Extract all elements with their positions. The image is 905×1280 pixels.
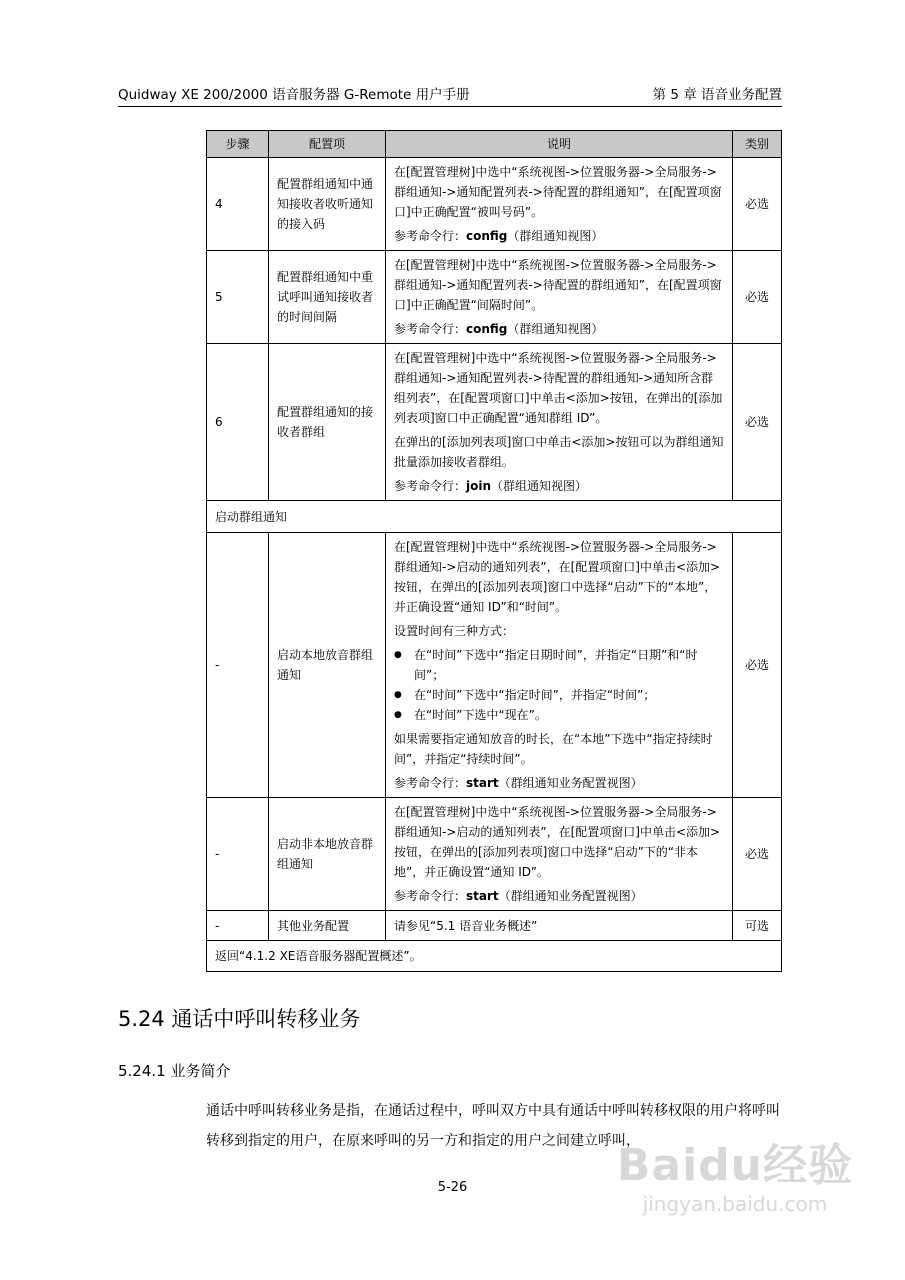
table-row — [207, 798, 782, 911]
col-header-description: 说明 — [386, 131, 733, 158]
step-cell: 5 — [207, 251, 269, 344]
section-heading: 5.24 通话中呼叫转移业务 — [118, 1007, 361, 1031]
list-item: ● 在“时间”下选中“现在”。 — [414, 705, 724, 725]
command-reference: 参考命令行：config（群组通知视图） — [394, 229, 604, 243]
watermark-logo: Baidu经验 — [616, 1140, 853, 1191]
category-cell: 必选 — [733, 251, 782, 344]
command-name: start — [466, 889, 499, 903]
description-cell — [386, 344, 733, 501]
description-cell — [386, 911, 733, 941]
table-row — [207, 251, 782, 344]
item-cell: 启动本地放音群组通知 — [269, 533, 386, 798]
command-reference: 参考命令行：start（群组通知业务配置视图） — [394, 776, 643, 790]
header-manual-title: Quidway XE 200/2000 语音服务器 G-Remote 用户手册 — [118, 87, 470, 103]
section-label: 启动群组通知 — [207, 501, 782, 533]
command-reference: 参考命令行：start（群组通知业务配置视图） — [394, 889, 643, 903]
list-item: ● 在“时间”下选中“指定时间”，并指定“时间”； — [414, 685, 724, 705]
item-cell: 配置群组通知中通知接收者收听通知的接入码 — [269, 158, 386, 251]
description-cell — [386, 798, 733, 911]
description-text: 设置时间有三种方式： — [394, 624, 515, 638]
item-cell: 配置群组通知中重试呼叫通知接收者的时间间隔 — [269, 251, 386, 344]
step-cell: 4 — [207, 158, 269, 251]
description-text: 在弹出的[添加列表项]窗口中单击<添加>按钮可以为群组通知批量添加接收者群组。 — [394, 435, 724, 469]
step-cell: - — [207, 911, 269, 941]
description-cell — [386, 158, 733, 251]
description-cell — [386, 251, 733, 344]
col-header-category: 类别 — [733, 131, 782, 158]
description-text: 请参见“5.1 语音业务概述” — [394, 918, 538, 933]
command-name: config — [466, 322, 508, 336]
category-cell: 必选 — [733, 798, 782, 911]
command-name: start — [466, 776, 499, 790]
item-cell: 其他业务配置 — [269, 911, 386, 941]
step-cell: 6 — [207, 344, 269, 501]
category-cell: 必选 — [733, 533, 782, 798]
command-name: join — [466, 479, 492, 493]
page-header — [118, 86, 782, 107]
description-cell — [386, 533, 733, 798]
list-item: ● 在“时间”下选中“指定日期时间”，并指定“日期”和“时间”； — [414, 645, 724, 685]
description-text: 在[配置管理树]中选中“系统视图->位置服务器->全局服务->群组通知->通知配置列表->待配置的群组通知”，在[配置项窗口]中正确配置“间隔时间”。 — [394, 258, 722, 312]
description-text: 在[配置管理树]中选中“系统视图->位置服务器->全局服务->群组通知->启动的通知列表”，在[配置项窗口]中单击<添加>按钮，在弹出的[添加列表项]窗口中选择“启动”下的“非本地”，并正确设置“通知 ID”。 — [394, 805, 721, 879]
time-options-list — [394, 645, 724, 725]
description-text: 在[配置管理树]中选中“系统视图->位置服务器->全局服务->群组通知->启动的通知列表”，在[配置项窗口]中单击<添加>按钮，在弹出的[添加列表项]窗口中选择“启动”下的“本地”，并正确设置“通知 ID”和“时间”。 — [394, 540, 721, 614]
category-cell: 必选 — [733, 158, 782, 251]
description-text: 在[配置管理树]中选中“系统视图->位置服务器->全局服务->群组通知->通知配置列表->待配置的群组通知->通知所含群组列表”，在[配置项窗口]中单击<添加>按钮，在弹出的[添加列表项]窗口中正确配置“通知群组 ID”。 — [394, 351, 723, 425]
return-link-note: 返回“4.1.2 XE语音服务器配置概述”。 — [207, 941, 782, 972]
col-header-step: 步骤 — [207, 131, 269, 158]
header-chapter-title: 第 5 章 语音业务配置 — [652, 87, 782, 103]
category-cell: 必选 — [733, 344, 782, 501]
baidu-watermark — [617, 1140, 853, 1216]
section-row — [207, 501, 782, 533]
category-cell: 可选 — [733, 911, 782, 941]
step-cell: - — [207, 798, 269, 911]
item-cell: 启动非本地放音群组通知 — [269, 798, 386, 911]
body-paragraph: 通话中呼叫转移业务是指，在通话过程中，呼叫双方中具有通话中呼叫转移权限的用户将呼叫转移到指定的用户，在原来呼叫的另一方和指定的用户之间建立呼叫， — [206, 1103, 780, 1149]
table-row — [207, 911, 782, 941]
table-row — [207, 158, 782, 251]
command-reference: 参考命令行：join（群组通知视图） — [394, 479, 588, 493]
watermark-url: jingyan.baidu.com — [642, 1192, 828, 1216]
footer-row — [207, 941, 782, 972]
page-number: 5-26 — [437, 1180, 468, 1195]
command-name: config — [466, 229, 508, 243]
step-cell: - — [207, 533, 269, 798]
description-text: 在[配置管理树]中选中“系统视图->位置服务器->全局服务->群组通知->通知配置列表->待配置的群组通知”，在[配置项窗口]中正确配置“被叫号码”。 — [394, 165, 722, 219]
col-header-item: 配置项 — [269, 131, 386, 158]
table-header-row — [207, 131, 782, 158]
table-row — [207, 344, 782, 501]
config-steps-table — [206, 130, 782, 972]
item-cell: 配置群组通知的接收者群组 — [269, 344, 386, 501]
table-row — [207, 533, 782, 798]
description-text: 如果需要指定通知放音的时长，在“本地”下选中“指定持续时间”，并指定“持续时间”。 — [394, 732, 713, 766]
command-reference: 参考命令行：config（群组通知视图） — [394, 322, 604, 336]
subsection-heading: 5.24.1 业务简介 — [118, 1062, 231, 1080]
